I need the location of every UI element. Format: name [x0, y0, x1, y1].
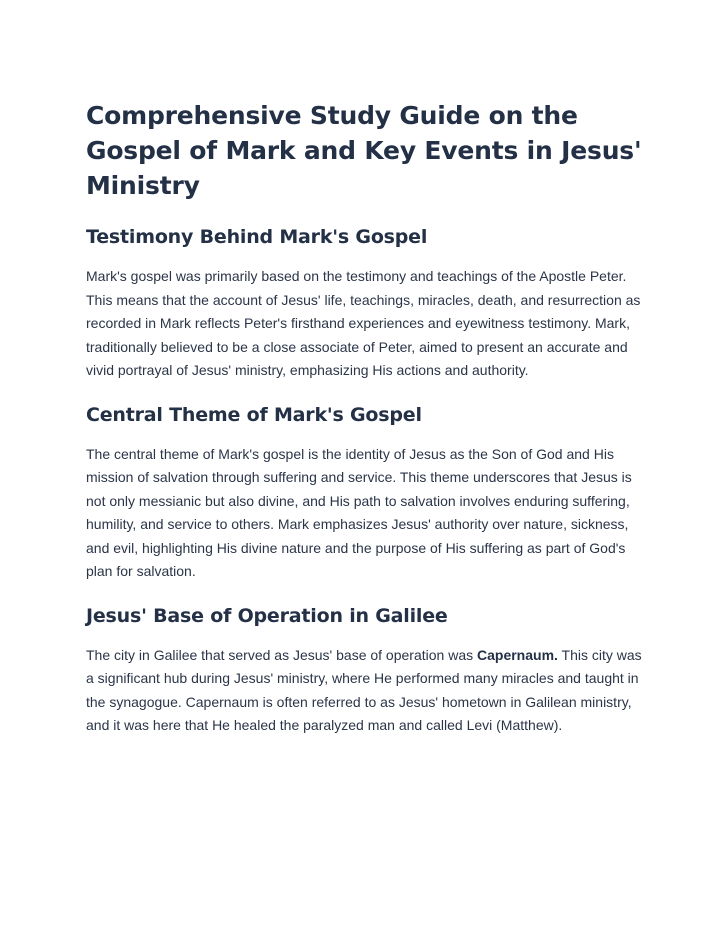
- section-paragraph: Mark's gospel was primarily based on the testimony and teachings of the Apostle Peter. This means that the account of Jesus' life, teachings, miracles, death, and resurrection as recorded in Mark reflects Peter's firsthand experiences and eyewitness testimony. Mark, traditionally believed to be a close associate of Peter, aimed to present an accurate and vivid portrayal of Jesus' ministry, emphasizing His actions and authority.: [86, 268, 641, 378]
- section-heading: Jesus' Base of Operation in Galilee: [86, 604, 448, 627]
- section-base-of-operation: [86, 604, 646, 738]
- section-central-theme: [86, 403, 646, 584]
- bold-city-name: Capernaum.: [477, 646, 558, 663]
- paragraph-text: This city was a significant hub during Jesus' ministry, where He performed many miracles and taught in the synagogue. Capernaum is often referred to as Jesus' hometown in Galilean ministry, and it was here that He healed the paralyzed man and called Levi (Matthew).: [86, 646, 642, 733]
- section-heading: Testimony Behind Mark's Gospel: [86, 226, 428, 248]
- document-title: Comprehensive Study Guide on the Gospel of Mark and Key Events in Jesus' Ministry: [86, 101, 642, 200]
- section-paragraph: The central theme of Mark's gospel is the identity of Jesus as the Son of God and His mission of salvation through suffering and service. This theme underscores that Jesus is not only messianic but also divine, and His path to salvation involves enduring suffering, humility, and service to others. Mark emphasizes Jesus' authority over nature, sickness, and evil, highlighting His divine nature and the purpose of His suffering as part of God's plan for salvation.: [86, 445, 632, 579]
- section-paragraph: [86, 644, 646, 738]
- section-testimony: [86, 225, 646, 383]
- section-heading: Central Theme of Mark's Gospel: [86, 403, 422, 426]
- document-page: [86, 98, 646, 758]
- paragraph-text: The city in Galilee that served as Jesus' base of operation was: [86, 646, 477, 663]
